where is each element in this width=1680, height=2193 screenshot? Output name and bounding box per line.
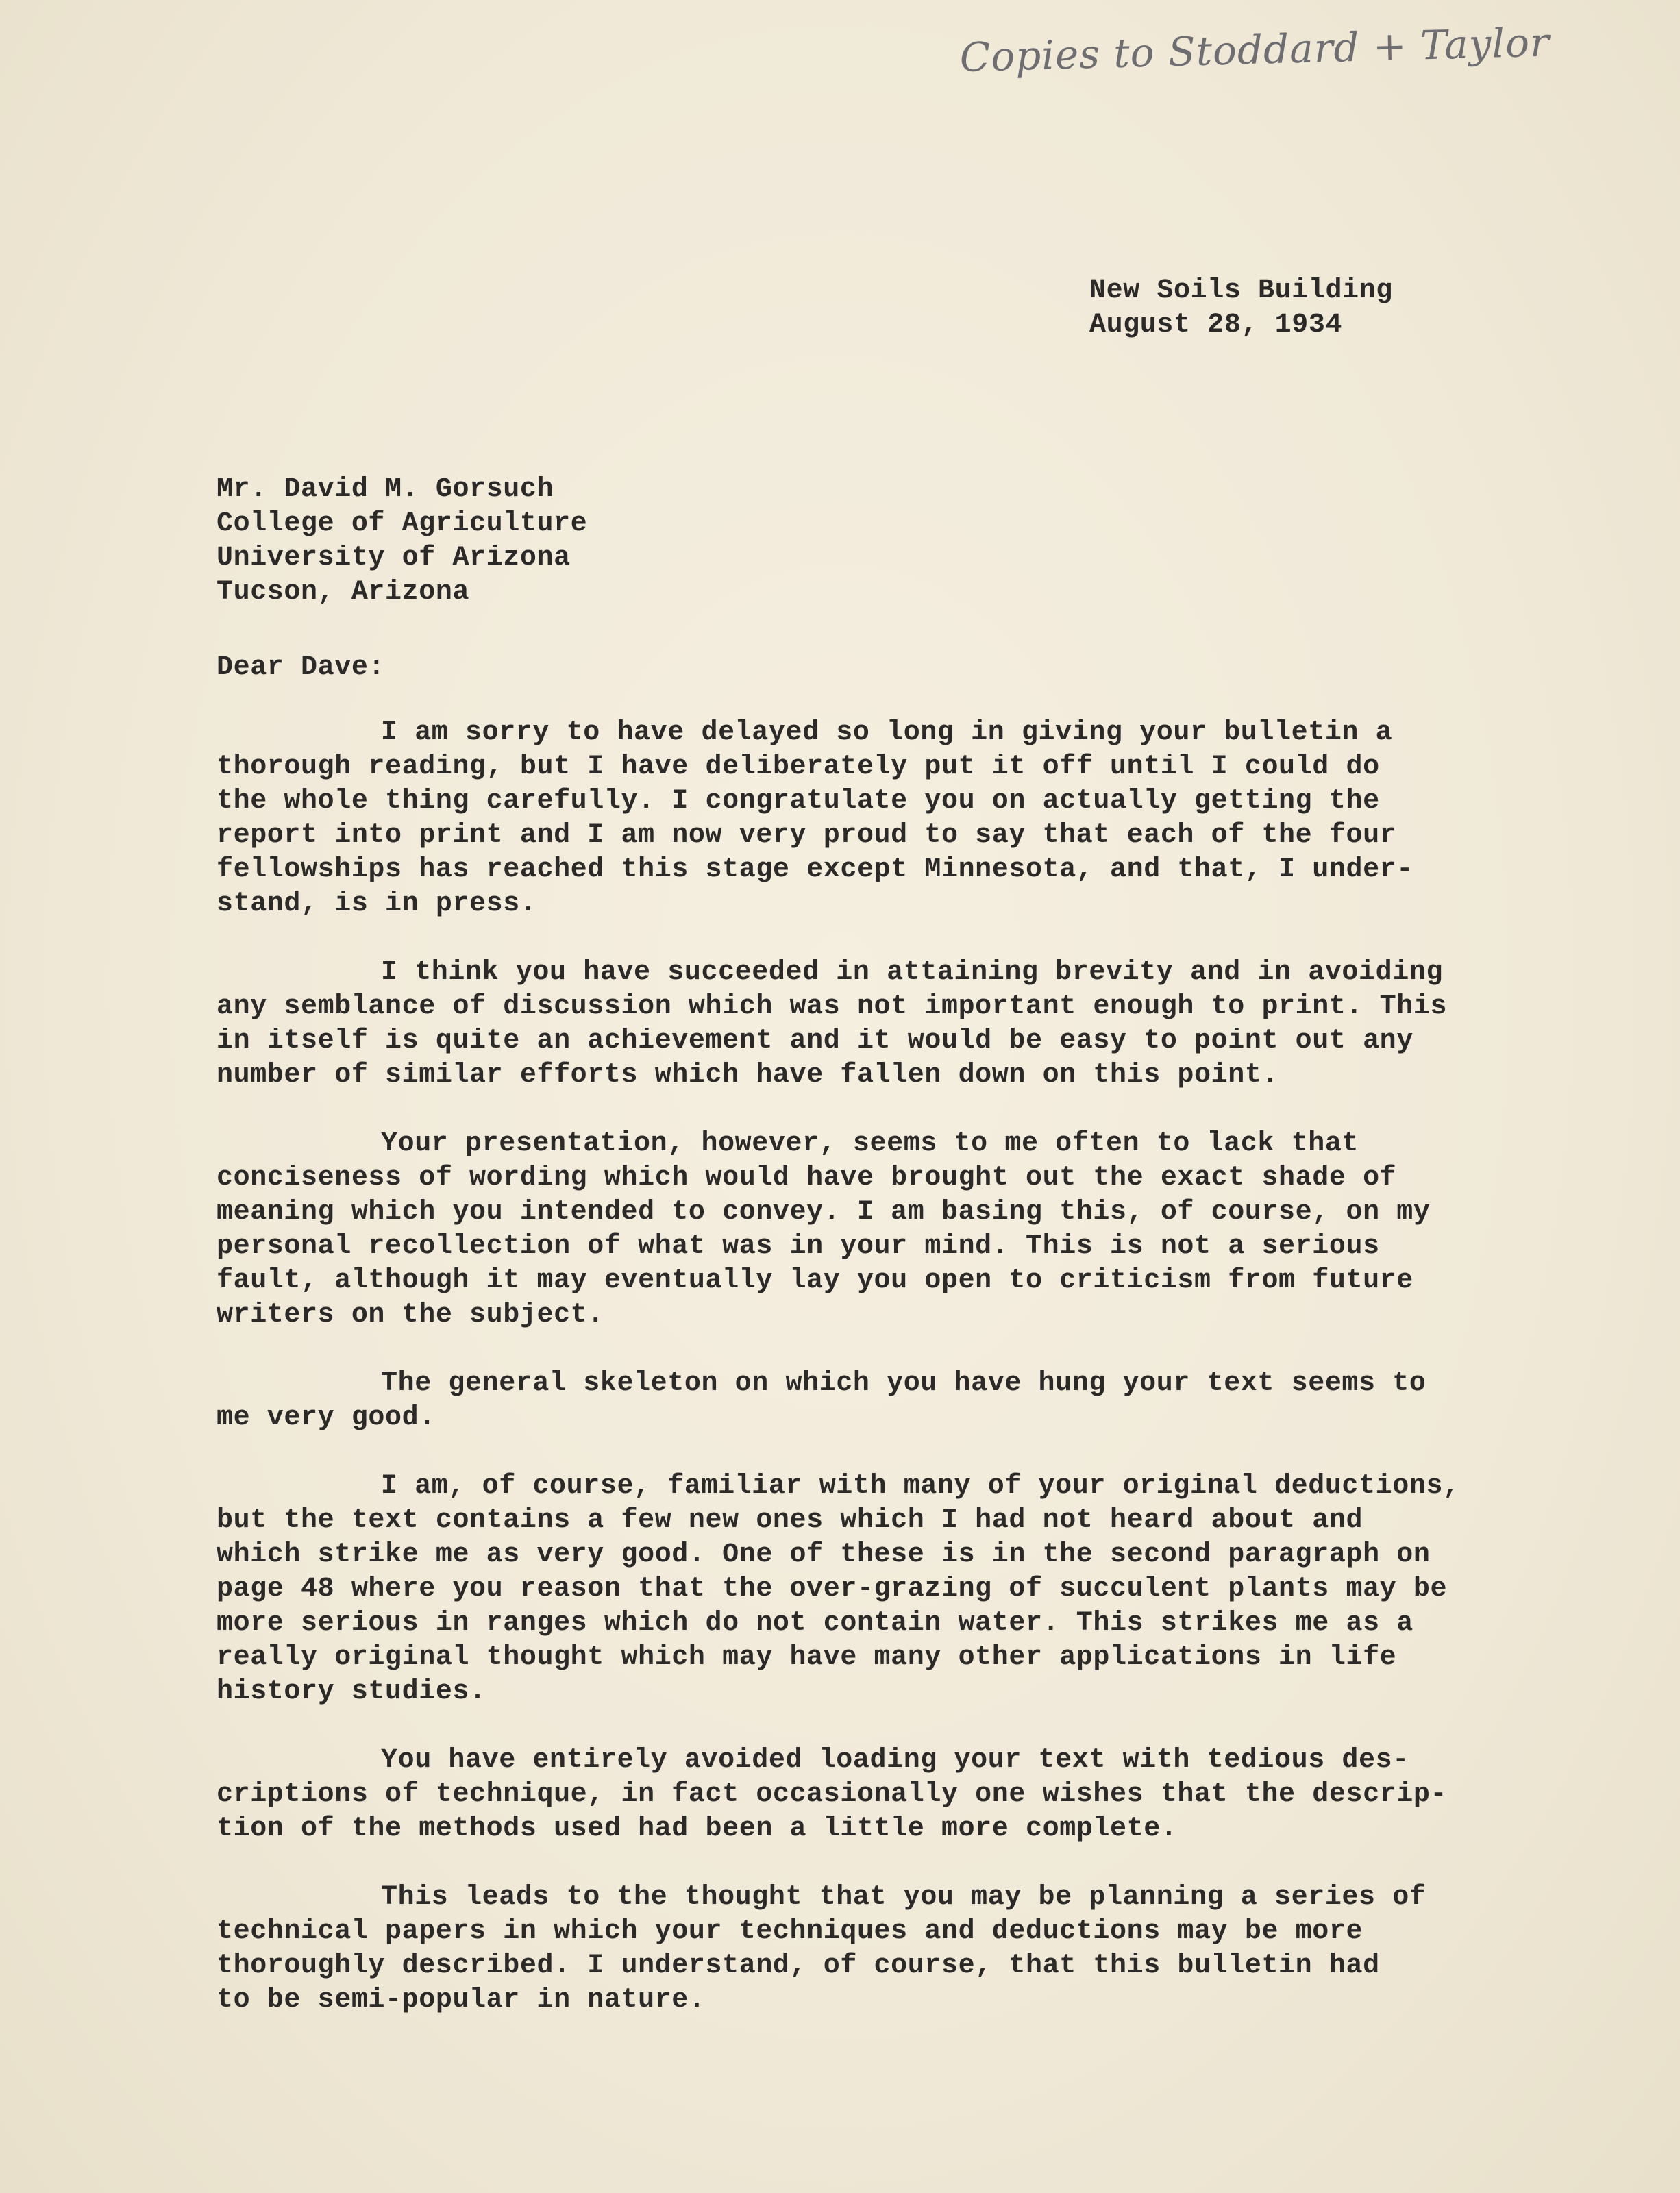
letter-body <box>217 716 1505 2052</box>
text-line: personal recollection of what was in your mind. This is not a serious <box>217 1231 1380 1262</box>
text-line: stand, is in press. <box>217 889 537 919</box>
text-line: thoroughly described. I understand, of course, that this bulletin had <box>217 1950 1380 1981</box>
address-line: Tucson, Arizona <box>217 577 470 608</box>
text-line: Your presentation, however, seems to me often to lack that <box>381 1128 1359 1159</box>
text-line: This leads to the thought that you may be planning a series of <box>381 1882 1426 1913</box>
paragraph <box>217 1744 1505 1846</box>
text-line: I think you have succeeded in attaining brevity and in avoiding <box>381 957 1444 988</box>
paragraph <box>217 1470 1505 1709</box>
text-line: I am, of course, familiar with many of your original deductions, <box>381 1471 1460 1502</box>
text-line: conciseness of wording which would have brought out the exact shade of <box>217 1163 1397 1193</box>
text-line: page 48 where you reason that the over-grazing of succulent plants may be <box>217 1574 1448 1605</box>
header-location: New Soils Building <box>1089 275 1393 306</box>
address-line: College of Agriculture <box>217 508 588 539</box>
text-line: report into print and I am now very proud to say that each of the four <box>217 820 1397 851</box>
address-line: University of Arizona <box>217 543 571 573</box>
handwritten-annotation: Copies to Stoddard + Taylor <box>959 18 1551 81</box>
text-line: thorough reading, but I have deliberately put it off until I could do <box>217 752 1380 782</box>
paragraph <box>217 716 1505 921</box>
text-line: number of similar efforts which have fallen down on this point. <box>217 1060 1279 1091</box>
text-line: which strike me as very good. One of these is in the second paragraph on <box>217 1539 1431 1570</box>
text-line: in itself is quite an achievement and it would be easy to point out any <box>217 1026 1413 1056</box>
text-line: The general skeleton on which you have hung your text seems to <box>381 1368 1426 1399</box>
paragraph <box>217 1367 1505 1435</box>
text-line: to be semi-popular in nature. <box>217 1985 706 2016</box>
text-line: but the text contains a few new ones which I had not heard about and <box>217 1505 1363 1536</box>
paragraph <box>217 1127 1505 1333</box>
text-line: more serious in ranges which do not contain water. This strikes me as a <box>217 1608 1413 1639</box>
salutation: Dear Dave: <box>217 652 386 683</box>
text-line: You have entirely avoided loading your text with tedious des- <box>381 1745 1409 1776</box>
text-line: I am sorry to have delayed so long in giving your bulletin a <box>381 717 1393 748</box>
address-line: Mr. David M. Gorsuch <box>217 474 554 505</box>
text-line: me very good. <box>217 1402 436 1433</box>
header-date: August 28, 1934 <box>1089 310 1343 340</box>
text-line: any semblance of discussion which was not important enough to print. This <box>217 991 1448 1022</box>
text-line: meaning which you intended to convey. I am basing this, of course, on my <box>217 1197 1431 1228</box>
letter-header <box>1089 274 1569 343</box>
recipient-address <box>217 473 970 610</box>
text-line: history studies. <box>217 1676 486 1707</box>
text-line: fellowships has reached this stage except Minnesota, and that, I under- <box>217 854 1413 885</box>
text-line: really original thought which may have many other applications in life <box>217 1642 1397 1673</box>
paragraph <box>217 1881 1505 2018</box>
text-line: writers on the subject. <box>217 1300 604 1330</box>
text-line: fault, although it may eventually lay you open to criticism from future <box>217 1265 1413 1296</box>
text-line: technical papers in which your techniques and deductions may be more <box>217 1916 1363 1947</box>
text-line: the whole thing carefully. I congratulate you on actually getting the <box>217 786 1380 817</box>
text-line: criptions of technique, in fact occasionally one wishes that the descrip- <box>217 1779 1448 1810</box>
paragraph <box>217 956 1505 1093</box>
text-line: tion of the methods used had been a little more complete. <box>217 1813 1178 1844</box>
